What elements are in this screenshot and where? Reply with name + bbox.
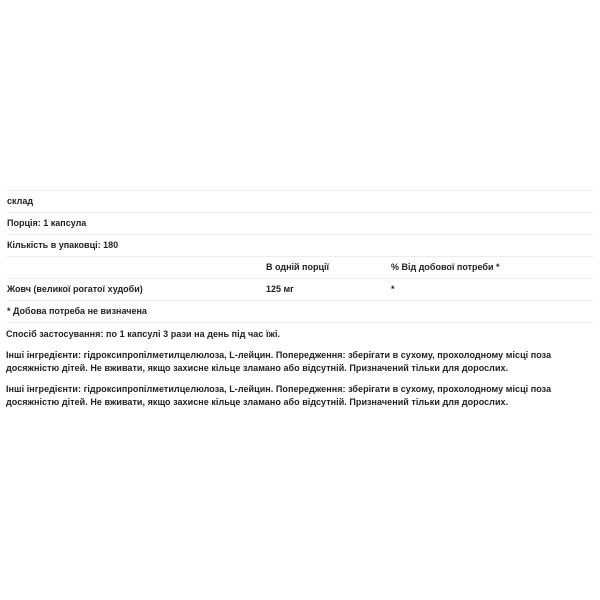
- table-row: [7, 279, 593, 301]
- facts-title: склад: [7, 196, 34, 206]
- supplement-facts-table: [7, 190, 593, 323]
- servings-per-container: Кількість в упаковці: 180: [7, 240, 119, 250]
- description-text: [6, 328, 596, 417]
- servings-per-container-row: [7, 235, 593, 257]
- serving-size-row: [7, 213, 593, 235]
- ingredient-amount: 125 мг: [266, 284, 294, 294]
- facts-title-row: [7, 191, 593, 213]
- usage-instructions: Спосіб застосування: по 1 капсулі 3 рази на день під час їжі.: [6, 329, 281, 339]
- ingredient-name: Жовч (великої рогатої худоби): [7, 284, 143, 294]
- ingredient-daily-value: *: [391, 284, 395, 294]
- other-ingredients-paragraph: Інші інгредієнти: гідроксипропілметилцелюлоза, L-лейцин. Попередження: зберігати в сухому, прохолодному місці поза досяжністю дітей. Не вживати, якщо захисне кільце зламано або відсутній. Призначений тільки для дорослих.: [6, 384, 552, 407]
- table-header-row: [7, 257, 593, 279]
- header-per-serving: В одній порції: [266, 262, 330, 272]
- header-daily-value: % Від добової потреби *: [391, 262, 500, 272]
- footnote-row: [7, 301, 593, 323]
- footnote: * Добова потреба не визначена: [7, 306, 147, 316]
- serving-size: Порція: 1 капсула: [7, 218, 87, 228]
- other-ingredients-paragraph: Інші інгредієнти: гідроксипропілметилцелюлоза, L-лейцин. Попередження: зберігати в сухому, прохолодному місці поза досяжністю дітей. Не вживати, якщо захисне кільце зламано або відсутній. Призначений тільки для дорослих.: [6, 350, 552, 373]
